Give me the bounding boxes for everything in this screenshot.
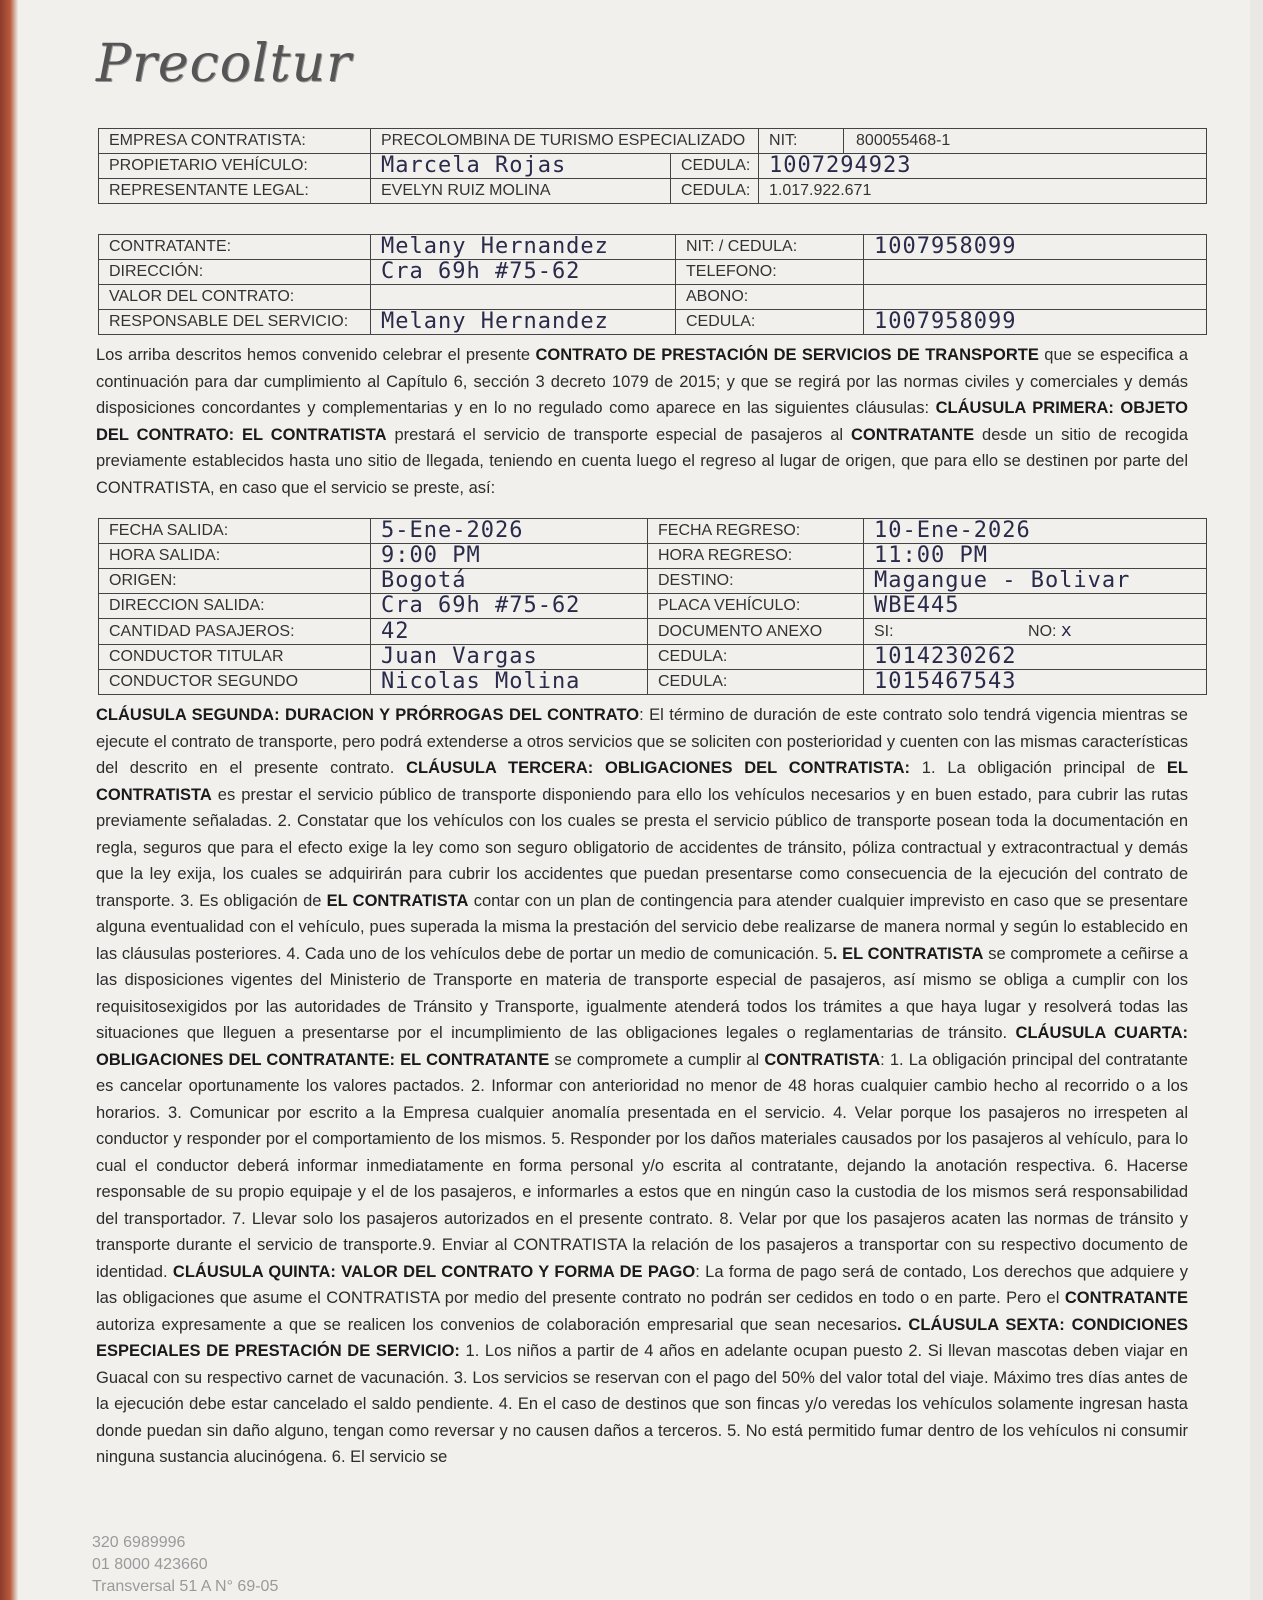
conductor2-cedula: 1015467543 xyxy=(864,670,1207,695)
intro-text-2: que se especifica a continuación para dar cumplimiento al Capítulo 6, sección 3 decreto 1079 de 2015; y que se regirá por las normas civiles y comerciales y demás disposiciones concordantes y complementarias y en lo no regulado como aparece en las siguientes cláusulas: xyxy=(96,346,1188,417)
intro-bold-1: CONTRATO DE PRESTACIÓN DE SERVICIOS DE TRANSPORTE xyxy=(535,346,1039,364)
responsable-cedula-label: CEDULA: xyxy=(676,310,864,335)
fecha-regreso: 10-Ene-2026 xyxy=(864,519,1207,544)
intro-text-3: prestará el servicio de transporte especial de pasajeros al xyxy=(386,425,851,444)
destino-label: DESTINO: xyxy=(648,569,864,594)
contratante-value: Melany Hernandez xyxy=(371,235,676,260)
footer-phone-2: 01 8000 423660 xyxy=(92,1556,208,1573)
clauses-body xyxy=(96,702,1188,1532)
no-label: NO: xyxy=(1028,623,1057,640)
clause-3-title: CLÁUSULA TERCERA: OBLIGACIONES DEL CONTRATISTA: xyxy=(406,759,910,777)
cantidad: 42 xyxy=(371,619,648,645)
conductor2-label: CONDUCTOR SEGUNDO xyxy=(99,670,371,695)
clause-4-title: CLÁUSULA CUARTA: OBLIGACIONES DEL CONTRATANTE: EL CONTRATANTE xyxy=(96,1024,1188,1069)
clause-3-text-2: es prestar el servicio público de transporte disponiendo para ello los vehículos necesarios y en buen estado, para cubrir las rutas previamente señaladas. 2. Constatar que los vehículos con los cuales se presta el servicio público de transporte posean toda la documentación en regla, seguros que para el efecto exige la ley como son seguro obligatorio de accidentes de tránsito, póliza contractual y extracontractual y demás que la ley exija, los cuales se adquirirán para cubrir los accidentes que puedan presentarse como consecuencia de la ejecución del contrato de transporte. 3. Es obligación de xyxy=(96,785,1188,910)
empresa-value: PRECOLOMBINA DE TURISMO ESPECIALIZADO xyxy=(371,129,759,154)
conductor2: Nicolas Molina xyxy=(371,670,648,695)
clause-5-bold-1: CONTRATANTE xyxy=(1064,1289,1188,1307)
representante-label: REPRESENTANTE LEGAL: xyxy=(99,179,371,204)
responsable-cedula: 1007958099 xyxy=(864,310,1207,335)
nit-cedula-label: NIT: / CEDULA: xyxy=(676,235,864,260)
responsable-label: RESPONSABLE DEL SERVICIO: xyxy=(99,310,371,335)
clause-3-text-1: 1. La obligación principal de xyxy=(910,759,1167,777)
clause-3-bold-1: EL CONTRATISTA xyxy=(96,759,1188,804)
si-label: SI: xyxy=(874,623,894,640)
representante-cedula: 1.017.922.671 xyxy=(759,179,1207,204)
nit-value: 800055468-1 xyxy=(856,132,951,149)
intro-paragraph xyxy=(96,342,1188,502)
intro-bold-2: CLÁUSULA PRIMERA: OBJETO DEL CONTRATO: EL CONTRATISTA xyxy=(96,399,1188,444)
intro-text-1: Los arriba descritos hemos convenido celebrar el presente xyxy=(96,346,536,364)
clause-5-title: CLÁUSULA QUINTA: VALOR DEL CONTRATO Y FORMA DE PAGO xyxy=(172,1262,696,1281)
nit-cell xyxy=(759,129,1207,154)
client-table xyxy=(98,234,1207,335)
propietario-cedula-label: CEDULA: xyxy=(671,154,759,179)
abono-value xyxy=(864,285,1207,310)
origen-label: ORIGEN: xyxy=(99,569,371,594)
origen: Bogotá xyxy=(371,569,648,594)
propietario-label: PROPIETARIO VEHÍCULO: xyxy=(99,154,371,179)
propietario-value: Marcela Rojas xyxy=(371,154,671,179)
contratante-label: CONTRATANTE: xyxy=(99,235,371,260)
contract-page xyxy=(18,0,1250,1600)
documento-anexo-cell xyxy=(864,619,1207,645)
clause-6-text: 1. Los niños a partir de 4 años en adelante ocupan puesto 2. Si llevan mascotas deben viajar en Guacal con su respectivo carnet de vacunación. 3. Los servicios se reservan con el pago del 50% del valor total del viaje. Máximo tres días antes de la ejecución debe estar cancelado el saldo pendiente. 4. En el caso de destinos que son fincas y/o veredas los vehículos solamente ingresan hasta donde puedan sin daño alguno, tengan como reversar y no causen daños a terceros. 5. No está permitido fumar dentro de los vehículos ni consumir ninguna sustancia alucinógena. 6. El servicio se xyxy=(96,1342,1188,1466)
clause-5-text-2: autoriza expresamente a que se realicen los convenios de colaboración empresarial que sean necesarios xyxy=(96,1315,897,1334)
placa: WBE445 xyxy=(864,594,1207,619)
conductor2-cedula-label: CEDULA: xyxy=(648,670,864,695)
direccion-salida: Cra 69h #75-62 xyxy=(371,594,648,619)
company-logo: Precoltur xyxy=(96,34,352,94)
representante-value: EVELYN RUIZ MOLINA xyxy=(371,179,671,204)
fecha-salida: 5-Ene-2026 xyxy=(371,519,648,544)
documento-label: DOCUMENTO ANEXO xyxy=(648,619,864,645)
conductor1-cedula: 1014230262 xyxy=(864,645,1207,670)
direccion-label: DIRECCIÓN: xyxy=(99,260,371,285)
propietario-cedula: 1007294923 xyxy=(759,154,1207,179)
clause-6-title: . CLÁUSULA SEXTA: CONDICIONES ESPECIALES DE PRESTACIÓN DE SERVICIO: xyxy=(96,1315,1188,1360)
footer-phone-1: 320 6989996 xyxy=(92,1534,186,1551)
company-table xyxy=(98,128,1207,204)
cantidad-label: CANTIDAD PASAJEROS: xyxy=(99,619,371,645)
clause-3-bold-2: EL CONTRATISTA xyxy=(326,891,469,910)
clause-5-text-1: : La forma de pago será de contado, Los derechos que adquiere y las obligaciones que asume el CONTRATISTA por medio del presente contrato no podrán ser cedidos en todo o en parte. Pero el xyxy=(96,1262,1188,1307)
clause-3-text-3: contar con un plan de contingencia para atender cualquier imprevisto en caso que se presentare alguna eventualidad con el vehículo, pues superada la misma la prestación del servicio debe realizarse de manera normal y según lo establecido en las cláusulas posteriores. 4. Cada uno de los vehículos debe de portar un medio de comunicación. 5 xyxy=(96,891,1189,963)
conductor1-label: CONDUCTOR TITULAR xyxy=(99,645,371,670)
clause-3-text-4: se compromete a ceñirse a las disposiciones vigentes del Ministerio de Transporte en materia de transporte especial de pasajeros, así mismo se obliga a cumplir con los requisitosexigidos por las autoridades de Tránsito y Transporte, igualmente atenderá todos los trámites a que haya lugar y resolverá todas las situaciones que lleguen a presentarse por el incumplimiento de las obligaciones legales o reglamentarias de tránsito. xyxy=(96,944,1188,1042)
hora-regreso: 11:00 PM xyxy=(864,544,1207,569)
hora-salida-label: HORA SALIDA: xyxy=(99,544,371,569)
valor-value xyxy=(371,285,676,310)
footer-address: Transversal 51 A N° 69-05 xyxy=(92,1578,279,1595)
clause-4-text-1: se compromete a cumplir al xyxy=(549,1050,765,1069)
intro-bold-3: CONTRATANTE xyxy=(850,425,975,444)
clause-2-title: CLÁUSULA SEGUNDA: DURACION Y PRÓRROGAS DEL CONTRATO xyxy=(96,706,640,724)
no-mark: x xyxy=(1060,620,1073,641)
clause-4-text-2: : 1. La obligación principal del contratante es cancelar oportunamente los valores pactados. 2. Informar con anterioridad no menor de 48 horas cualquier cambio hecho al recorrido o a los horarios. 3. Comunicar por escrito a la Empresa cualquier anomalía presentada en el servicio. 4. Velar porque los pasajeros no irrespeten al conductor y responder por el comportamiento de los mismos. 5. Responder por los daños materiales causados por los pasajeros al vehículo, para lo cual el conductor deberá informar inmediatamente en forma personal y/o escrita al contratante, dejando la anotación respectiva. 6. Hacerse responsable de su propio equipaje y el de los pasajeros, e informarles a estos que en ningún caso la custodia de los mismos será responsabilidad del transportador. 7. Llevar solo los pasajeros autorizados en el presente contrato. 8. Velar por que los pasajeros acaten las normas de tránsito y transporte durante el servicio de transporte.9. Enviar al CONTRATISTA la relación de los pasajeros a transportar con su respectivo documento de identidad. xyxy=(96,1050,1188,1281)
conductor1: Juan Vargas xyxy=(371,645,648,670)
nit-label: NIT: xyxy=(759,129,844,153)
fecha-regreso-label: FECHA REGRESO: xyxy=(648,519,864,544)
placa-label: PLACA VEHÍCULO: xyxy=(648,594,864,619)
conductor1-cedula-label: CEDULA: xyxy=(648,645,864,670)
hora-regreso-label: HORA REGRESO: xyxy=(648,544,864,569)
telefono-value xyxy=(864,260,1207,285)
nit-cedula-value: 1007958099 xyxy=(864,235,1207,260)
trip-table xyxy=(98,518,1207,695)
representante-cedula-label: CEDULA: xyxy=(671,179,759,204)
direccion-salida-label: DIRECCION SALIDA: xyxy=(99,594,371,619)
fecha-salida-label: FECHA SALIDA: xyxy=(99,519,371,544)
clause-2-text: : El término de duración de este contrato solo tendrá vigencia mientras se ejecute el contrato de transporte, pero podrá extenderse a otros servicios que se soliciten con posterioridad y cuenten con las mismas características del descrito en el presente contrato. xyxy=(96,706,1188,777)
hora-salida: 9:00 PM xyxy=(371,544,648,569)
telefono-label: TELEFONO: xyxy=(676,260,864,285)
intro-text-4: desde un sitio de recogida previamente establecidos hasta uno sitio de llegada, teniendo en cuenta luego el regreso al lugar de origen, que para ello se destinen por parte del CONTRATISTA, en caso que el servicio se preste, así: xyxy=(96,425,1189,497)
empresa-label: EMPRESA CONTRATISTA: xyxy=(99,129,371,154)
responsable-value: Melany Hernandez xyxy=(371,310,676,335)
destino: Magangue - Bolivar xyxy=(864,569,1207,594)
clause-4-bold-1: CONTRATISTA xyxy=(764,1050,881,1069)
clause-3-bold-3: . EL CONTRATISTA xyxy=(832,944,984,963)
direccion-value: Cra 69h #75-62 xyxy=(371,260,676,285)
abono-label: ABONO: xyxy=(676,285,864,310)
footer-contact xyxy=(92,1532,278,1598)
valor-label: VALOR DEL CONTRATO: xyxy=(99,285,371,310)
